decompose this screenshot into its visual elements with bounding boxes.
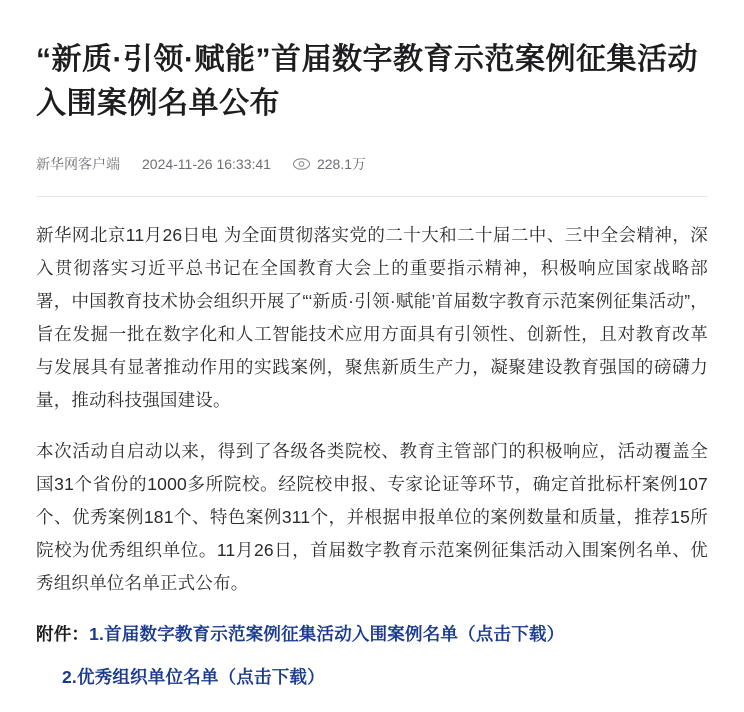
meta-timestamp: 2024-11-26 16:33:41	[142, 156, 271, 172]
meta-view-count	[293, 154, 366, 174]
article-paragraph: 本次活动自启动以来，得到了各级各类院校、教育主管部门的积极响应，活动覆盖全国31个省份的1000多所院校。经院校申报、专家论证等环节，确定首批标杆案例107个、优秀案例181个、特色案例311个，并根据申报单位的案例数量和质量，推荐15所院校为优秀组织单位。11月26日，首届数字教育示范案例征集活动入围案例名单、优秀组织单位名单正式公布。	[36, 441, 708, 593]
article-meta	[36, 154, 708, 174]
header-divider	[36, 196, 708, 197]
page-title: “新质·引领·赋能”首届数字教育示范案例征集活动入围案例名单公布	[36, 43, 698, 120]
article-body	[36, 219, 708, 600]
eye-icon	[293, 158, 310, 170]
attachment-title: 首届数字教育示范案例征集活动入围案例名单	[104, 624, 459, 644]
attachment-item	[36, 618, 708, 651]
attachments-section	[36, 618, 708, 694]
attachment-download-link[interactable]: （点击下载）	[458, 624, 565, 644]
attachment-number: 1.	[89, 624, 105, 644]
attachments-label: 附件：	[36, 624, 90, 644]
view-count-value: 228.1万	[316, 156, 367, 172]
attachment-number: 2.	[62, 667, 77, 687]
attachment-item	[36, 661, 708, 694]
article-paragraph: 新华网北京11月26日电 为全面贯彻落实党的二十大和二十届二中、三中全会精神，深入贯彻落实习近平总书记在全国教育大会上的重要指示精神，积极响应国家战略部署，中国教育技术协会组织开展了“‘新质·引领·赋能’首届数字教育示范案例征集活动”，旨在发掘一批在数字化和人工智能技术应用方面具有引领性、创新性，且对教育改革与发展具有显著推动作用的实践案例，聚焦新质生产力，凝聚建设教育强国的磅礴力量，推动科技强国建设。	[36, 225, 708, 410]
attachment-download-link[interactable]: （点击下载）	[218, 667, 325, 687]
attachment-title: 优秀组织单位名单	[77, 667, 219, 687]
meta-source: 新华网客户端	[36, 156, 120, 172]
